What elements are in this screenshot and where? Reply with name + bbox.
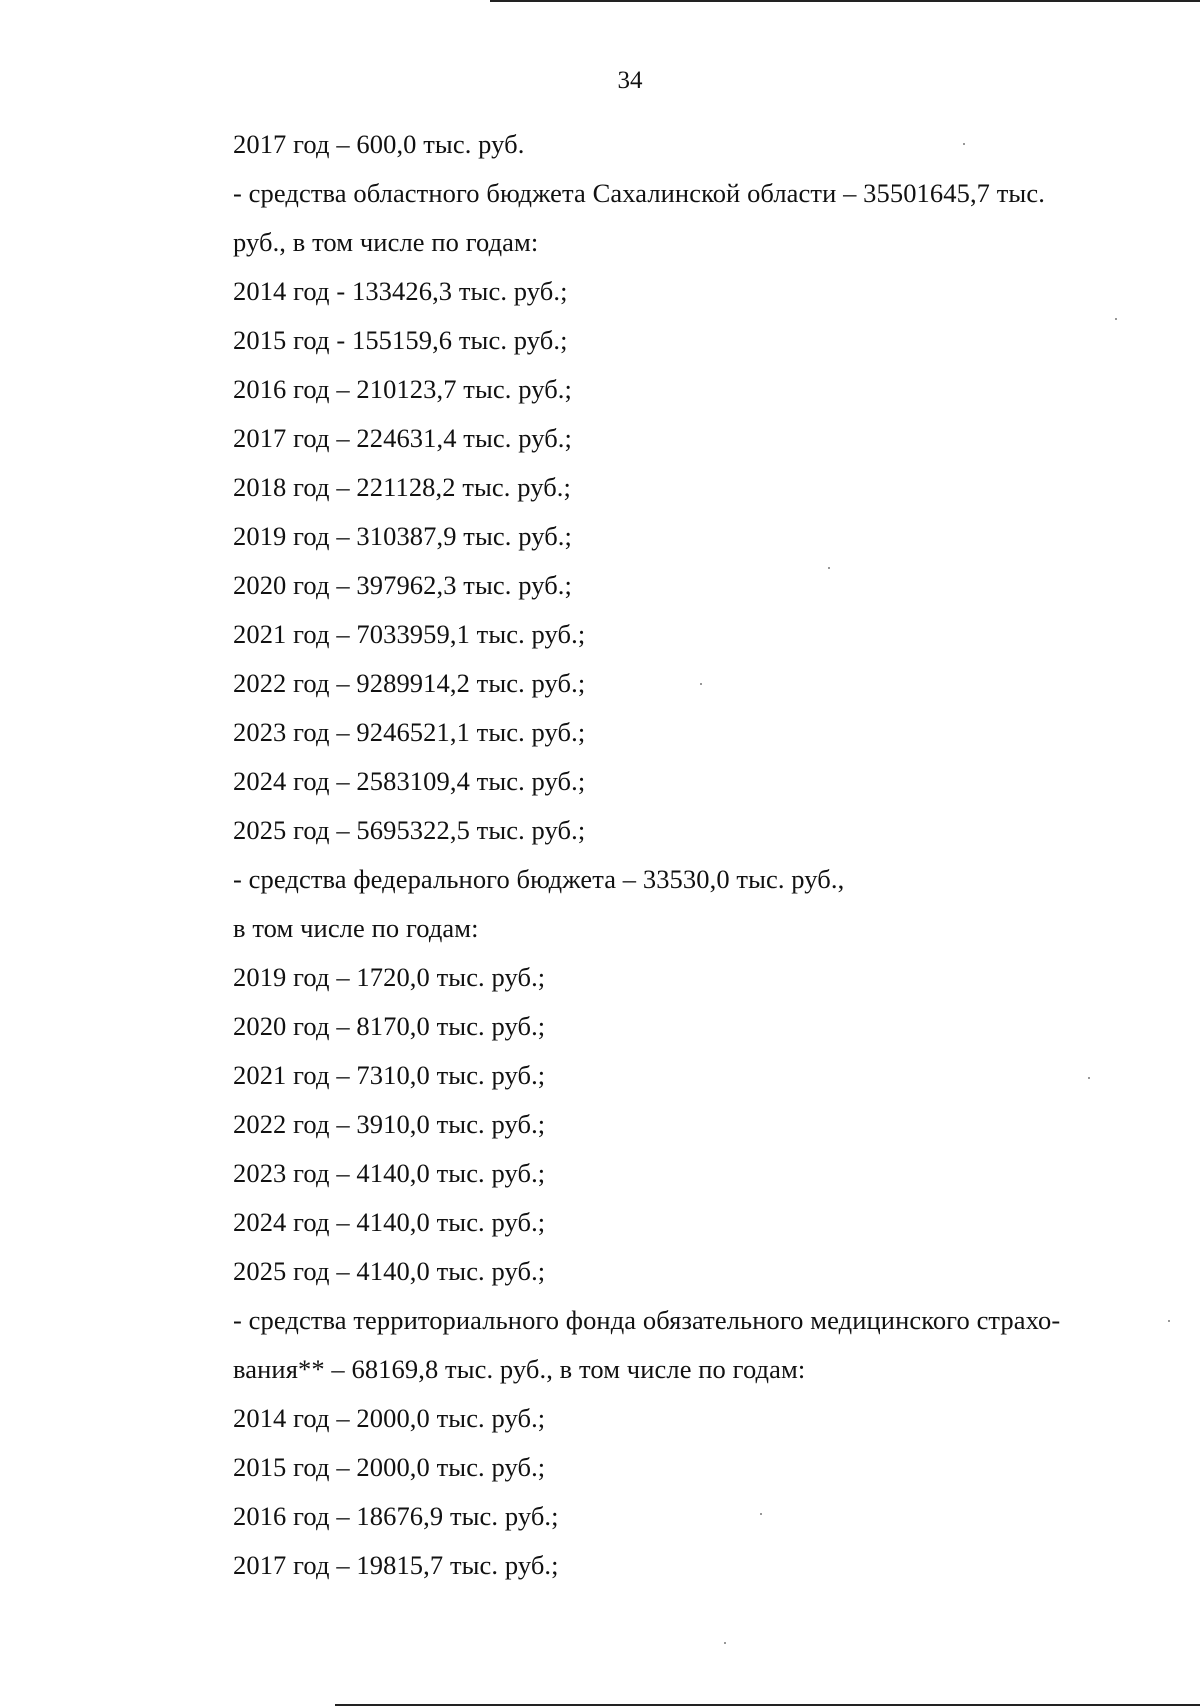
scan-speck [828,567,830,569]
top-border-line [490,0,1200,2]
scan-speck [700,683,702,685]
scan-speck [760,1513,762,1515]
text-line: 2016 год – 18676,9 тыс. руб.; [233,1501,559,1531]
text-line: 2021 год – 7033959,1 тыс. руб.; [233,619,586,649]
text-line: 2015 год - 155159,6 тыс. руб.; [233,325,568,355]
text-line: - средства областного бюджета Сахалинской области – 35501645,7 тыс. [233,178,1045,208]
text-line: 2016 год – 210123,7 тыс. руб.; [233,374,572,404]
page-number: 34 [617,67,643,94]
text-line: 2024 год – 4140,0 тыс. руб.; [233,1207,546,1237]
text-line: 2018 год – 221128,2 тыс. руб.; [233,472,571,502]
scan-speck [963,143,965,145]
bottom-border-line [335,1704,1200,1706]
text-line: 2025 год – 5695322,5 тыс. руб.; [233,815,586,845]
text-line: 2022 год – 3910,0 тыс. руб.; [233,1109,546,1139]
text-line: - средства территориального фонда обязательного медицинского страхо- [233,1305,1061,1335]
text-line: 2019 год – 310387,9 тыс. руб.; [233,521,572,551]
text-line: 2017 год – 224631,4 тыс. руб.; [233,423,572,453]
text-line: 2020 год – 8170,0 тыс. руб.; [233,1011,546,1041]
scan-speck [1168,1320,1170,1322]
text-line: 2014 год - 133426,3 тыс. руб.; [233,276,568,306]
text-line: 2015 год – 2000,0 тыс. руб.; [233,1452,546,1482]
scan-speck [1115,318,1117,320]
text-line: 2019 год – 1720,0 тыс. руб.; [233,962,546,992]
text-line: 2017 год – 600,0 тыс. руб. [233,129,525,159]
text-line: вания** – 68169,8 тыс. руб., в том числе по годам: [233,1354,806,1384]
scan-speck [1088,1077,1090,1079]
text-line: 2025 год – 4140,0 тыс. руб.; [233,1256,546,1286]
text-line: 2017 год – 19815,7 тыс. руб.; [233,1550,559,1580]
text-line: 2024 год – 2583109,4 тыс. руб.; [233,766,586,796]
funding-text-body [233,120,1133,1590]
text-line: 2023 год – 4140,0 тыс. руб.; [233,1158,546,1188]
text-line: 2022 год – 9289914,2 тыс. руб.; [233,668,586,698]
text-line: - средства федерального бюджета – 33530,0 тыс. руб., [233,864,845,894]
text-line: 2020 год – 397962,3 тыс. руб.; [233,570,572,600]
text-line: 2014 год – 2000,0 тыс. руб.; [233,1403,546,1433]
text-line: 2021 год – 7310,0 тыс. руб.; [233,1060,546,1090]
text-line: 2023 год – 9246521,1 тыс. руб.; [233,717,586,747]
text-line: руб., в том числе по годам: [233,227,539,257]
scan-speck [724,1642,726,1644]
text-line: в том числе по годам: [233,913,479,943]
